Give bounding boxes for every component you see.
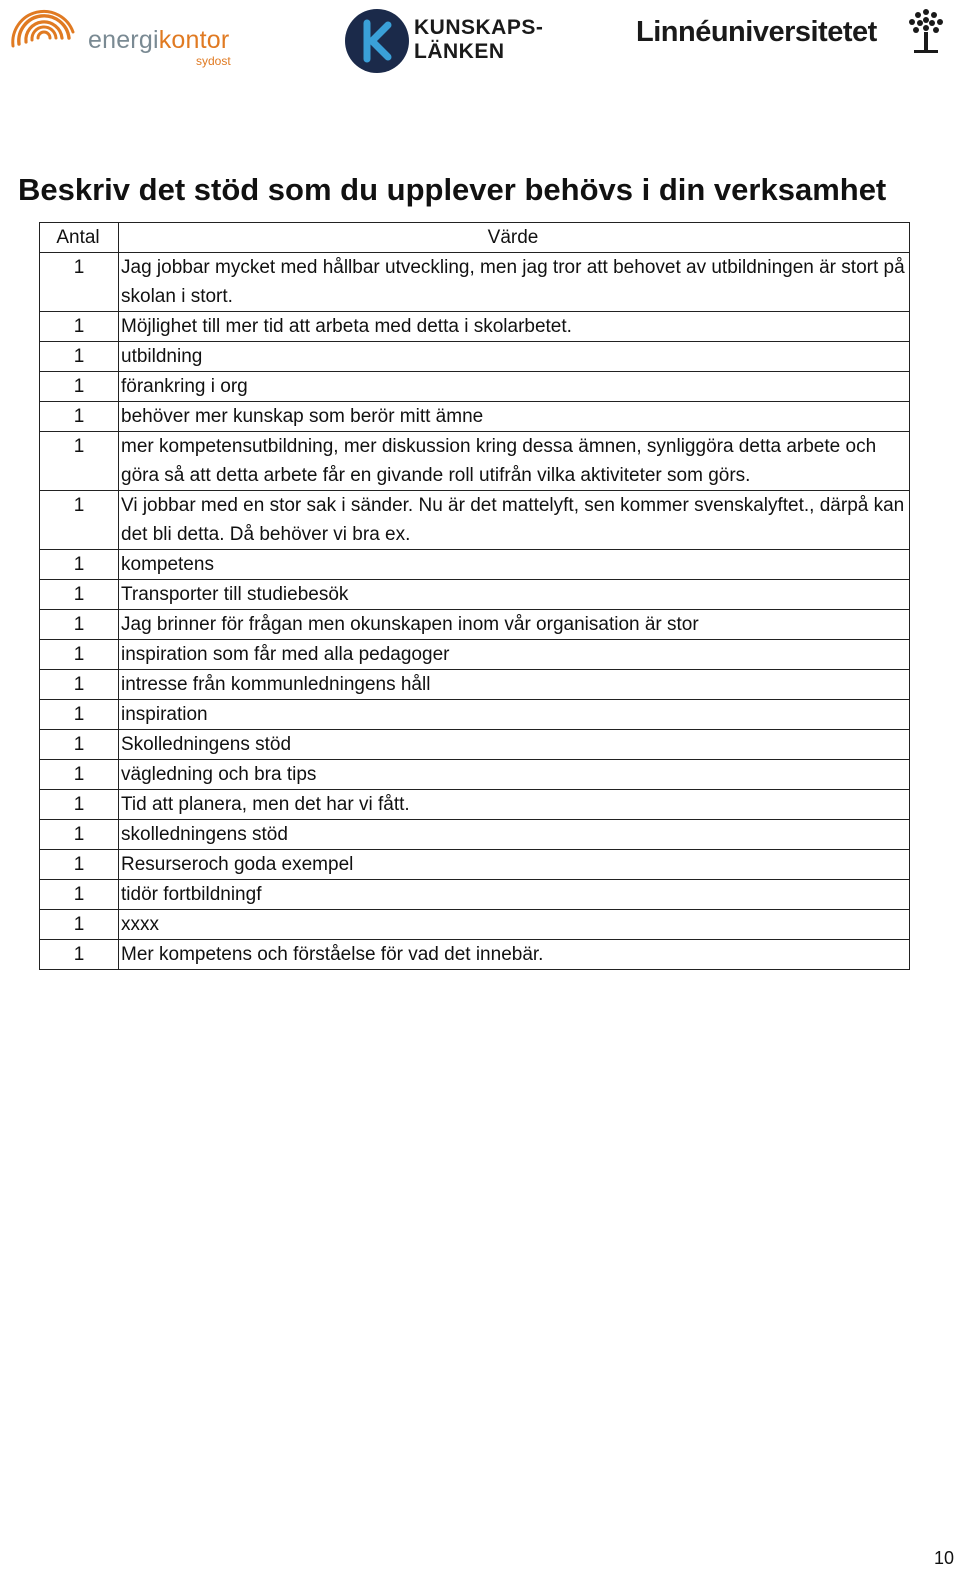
table-row (40, 910, 910, 940)
energikontor-wordmark: energikontor (88, 26, 230, 54)
table-row (40, 312, 910, 342)
energikontor-subtitle: sydost (196, 54, 231, 68)
value-cell: intresse från kommunledningens håll (119, 670, 910, 700)
count-cell: 1 (40, 760, 119, 790)
count-cell: 1 (40, 730, 119, 760)
table-row (40, 730, 910, 760)
count-cell: 1 (40, 253, 119, 312)
page-number: 10 (933, 1548, 954, 1568)
table-header-row (40, 223, 910, 253)
linneuniversitetet-wordmark: Linnéuniversitetet (636, 16, 877, 48)
linneuniversitetet-logo (636, 6, 948, 60)
count-cell: 1 (40, 790, 119, 820)
value-cell: Transporter till studiebesök (119, 580, 910, 610)
count-cell: 1 (40, 432, 119, 491)
count-cell: 1 (40, 402, 119, 432)
value-cell: xxxx (119, 910, 910, 940)
value-cell: inspiration (119, 700, 910, 730)
page-header (0, 0, 960, 80)
value-cell: tidör fortbildningf (119, 880, 910, 910)
table-row (40, 253, 910, 312)
count-cell: 1 (40, 610, 119, 640)
value-cell: Jag jobbar mycket med hållbar utveckling, men jag tror att behovet av utbildningen är stort på skolan i stort. (119, 253, 910, 312)
count-cell: 1 (40, 940, 119, 970)
energikontor-logo (6, 4, 246, 72)
kunskapslanken-line-1: KUNSKAPS- (414, 16, 544, 39)
count-cell: 1 (40, 640, 119, 670)
page-title: Beskriv det stöd som du upplever behövs i din verksamhet (18, 172, 887, 207)
count-cell: 1 (40, 550, 119, 580)
table-row (40, 940, 910, 970)
kunskapslanken-logo (344, 8, 544, 74)
kunskapslanken-k-icon (344, 8, 410, 74)
count-cell: 1 (40, 372, 119, 402)
responses-table (39, 222, 910, 970)
table-row (40, 640, 910, 670)
value-cell: Vi jobbar med en stor sak i sänder. Nu är det mattelyft, sen kommer svenskalyftet., därpå kan det bli detta. Då behöver vi bra ex. (119, 491, 910, 550)
table-row (40, 880, 910, 910)
count-cell: 1 (40, 820, 119, 850)
table-row (40, 580, 910, 610)
table-row (40, 670, 910, 700)
value-cell: Tid att planera, men det har vi fått. (119, 790, 910, 820)
column-header-varde: Värde (119, 223, 910, 253)
kunskapslanken-line-2: LÄNKEN (414, 40, 505, 63)
value-cell: utbildning (119, 342, 910, 372)
value-cell: skolledningens stöd (119, 820, 910, 850)
table-row (40, 372, 910, 402)
value-cell: Jag brinner för frågan men okunskapen inom vår organisation är stor (119, 610, 910, 640)
table-row (40, 491, 910, 550)
table-row (40, 432, 910, 491)
count-cell: 1 (40, 700, 119, 730)
table-row (40, 700, 910, 730)
table-row (40, 610, 910, 640)
count-cell: 1 (40, 312, 119, 342)
count-cell: 1 (40, 670, 119, 700)
value-cell: Resurseroch goda exempel (119, 850, 910, 880)
count-cell: 1 (40, 342, 119, 372)
value-cell: inspiration som får med alla pedagoger (119, 640, 910, 670)
value-cell: Möjlighet till mer tid att arbeta med detta i skolarbetet. (119, 312, 910, 342)
value-cell: Mer kompetens och förståelse för vad det innebär. (119, 940, 910, 970)
table-row (40, 820, 910, 850)
table-row (40, 402, 910, 432)
count-cell: 1 (40, 850, 119, 880)
table-row (40, 342, 910, 372)
value-cell: behöver mer kunskap som berör mitt ämne (119, 402, 910, 432)
table-row (40, 790, 910, 820)
count-cell: 1 (40, 910, 119, 940)
value-cell: förankring i org (119, 372, 910, 402)
value-cell: vägledning och bra tips (119, 760, 910, 790)
table-row (40, 550, 910, 580)
count-cell: 1 (40, 580, 119, 610)
table-row (40, 850, 910, 880)
count-cell: 1 (40, 491, 119, 550)
tree-icon (906, 6, 946, 54)
value-cell: kompetens (119, 550, 910, 580)
column-header-antal: Antal (40, 223, 119, 253)
table-row (40, 760, 910, 790)
energikontor-swirl-icon (6, 4, 82, 72)
value-cell: Skolledningens stöd (119, 730, 910, 760)
value-cell: mer kompetensutbildning, mer diskussion kring dessa ämnen, synliggöra detta arbete och göra så att detta arbete får en givande roll utifrån vilka aktiviteter som görs. (119, 432, 910, 491)
count-cell: 1 (40, 880, 119, 910)
